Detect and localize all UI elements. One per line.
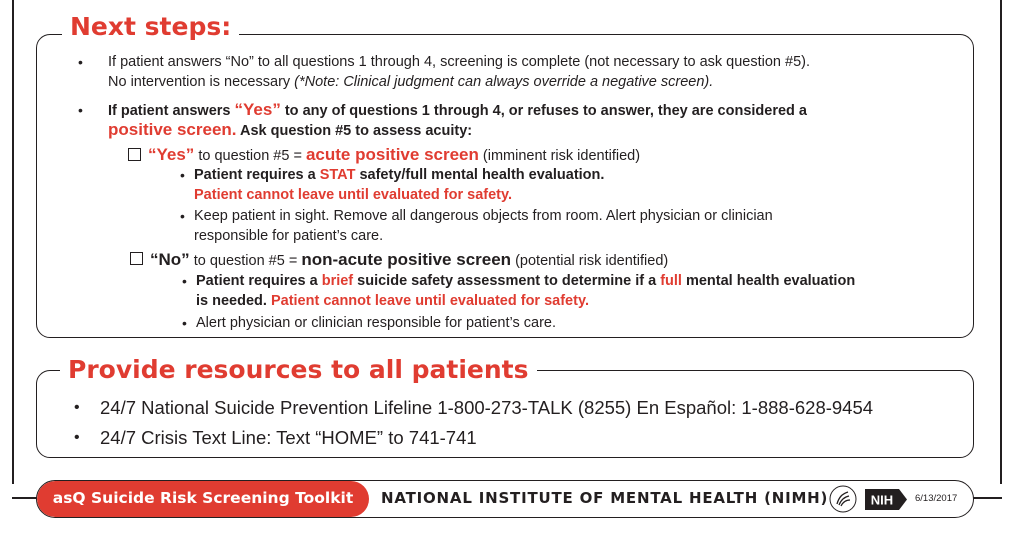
negative-screen-line1: If patient answers “No” to all questions 1 through 4, screening is complete (not necessary to ask question #5). xyxy=(108,54,811,70)
yes-bullet1-line2: Patient cannot leave until evaluated for safety. xyxy=(194,187,513,203)
footer-bar xyxy=(36,480,974,518)
full-label: full xyxy=(660,273,682,289)
bullet-icon: • xyxy=(182,273,187,289)
nih-logo-icon xyxy=(865,489,909,510)
positive-screen-label: positive screen. xyxy=(108,120,237,139)
positive-screen-line1: If patient answers “Yes” to any of questions 1 through 4, or refuses to answer, they are considered a xyxy=(108,100,807,119)
no-bullet1-line1: Patient requires a brief suicide safety assessment to determine if a full mental health evaluation xyxy=(196,273,856,289)
no-checkbox[interactable] xyxy=(130,252,143,265)
resource-crisis-text: 24/7 Crisis Text Line: Text “HOME” to 741-741 xyxy=(100,427,477,448)
negative-screen-line2: No intervention is necessary (*Note: Clinical judgment can always override a negative screen). xyxy=(108,74,714,90)
bullet-icon: • xyxy=(74,429,80,446)
bullet-icon: • xyxy=(180,208,185,224)
yes-bullet2-line1: Keep patient in sight. Remove all dangerous objects from room. Alert physician or clinician xyxy=(194,208,773,224)
yes-checkbox[interactable] xyxy=(128,148,141,161)
footer-date: 6/13/2017 xyxy=(915,493,958,504)
bullet-icon: • xyxy=(182,315,187,331)
next-steps-title: Next steps: xyxy=(62,10,239,44)
yes-bullet2-line2: responsible for patient’s care. xyxy=(194,228,384,244)
resources-title: Provide resources to all patients xyxy=(60,353,537,387)
positive-screen-line2: positive screen. Ask question #5 to assess acuity: xyxy=(108,120,473,139)
no-bullet2: Alert physician or clinician responsible for patient’s care. xyxy=(196,315,556,331)
bullet-icon: • xyxy=(78,54,83,70)
stat-label: STAT xyxy=(319,167,356,183)
yes-emphasis: “Yes” xyxy=(234,100,281,119)
no-bullet1-line2: is needed. Patient cannot leave until evaluated for safety. xyxy=(196,293,589,309)
page-frame-right xyxy=(1000,0,1002,484)
no-option-heading: “No” to question #5 = non-acute positive screen (potential risk identified) xyxy=(150,250,669,269)
yes-option-heading: “Yes” to question #5 = acute positive screen (imminent risk identified) xyxy=(148,145,641,164)
nih-logo-text: NIH xyxy=(870,492,894,508)
page-frame-left xyxy=(12,0,14,484)
acute-positive-label: acute positive screen xyxy=(305,145,479,164)
clinical-judgment-note: (*Note: Clinical judgment can always override a negative screen). xyxy=(294,74,714,90)
bullet-icon: • xyxy=(180,167,185,183)
resource-lifeline: 24/7 National Suicide Prevention Lifeline 1-800-273-TALK (8255) En Español: 1-888-628-9454 xyxy=(100,397,874,418)
brief-label: brief xyxy=(321,273,354,289)
yes-bullet1-line1: Patient requires a STAT safety/full mental health evaluation. xyxy=(194,167,605,183)
nimh-name: NATIONAL INSTITUTE OF MENTAL HEALTH (NIMH) xyxy=(381,489,829,507)
toolkit-title: asQ Suicide Risk Screening Toolkit xyxy=(37,481,369,517)
footer-connector-right xyxy=(972,497,1002,499)
hhs-seal-icon xyxy=(829,485,857,513)
bullet-icon: • xyxy=(78,102,83,118)
non-acute-positive-label: non-acute positive screen xyxy=(301,250,512,269)
footer-connector-left xyxy=(12,497,38,499)
bullet-icon: • xyxy=(74,399,80,416)
